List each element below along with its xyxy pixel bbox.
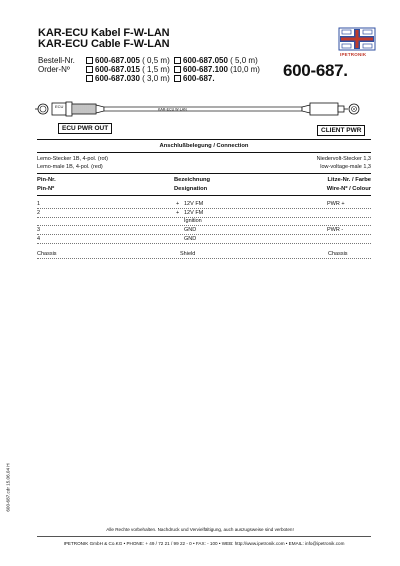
pin-cell: 4 [37, 236, 41, 242]
header-designation-german: Bezeichnung [174, 177, 211, 183]
divider [37, 139, 371, 140]
checkbox-icon [174, 66, 181, 73]
checkbox-icon [174, 75, 181, 82]
header-wire-english: Wire-Nº / Colour [326, 186, 371, 192]
connector-left-english: Lemo-male 1B, 4-pol. (red) [37, 164, 103, 170]
designation-cell: Shield [180, 251, 196, 257]
title-english: KAR-ECU Cable F-W-LAN [38, 38, 170, 50]
header-designation-english: Designation [174, 186, 208, 192]
order-item[interactable]: 600-687.005 ( 0,5 m) [84, 56, 170, 66]
divider [37, 152, 371, 153]
pin-cell: 2 [37, 210, 41, 216]
divider [37, 173, 371, 174]
logo-mark-icon [338, 27, 376, 51]
cable-drawing [30, 96, 366, 122]
left-plug-text: ECU [55, 104, 64, 109]
order-item[interactable]: 600-687.050 ( 5,0 m) [172, 56, 258, 66]
wire-cell: Chassis [328, 251, 348, 257]
part-number-big: 600-687. [283, 61, 348, 80]
checkbox-icon [86, 66, 93, 73]
connector-right-german: Niedervolt-Stecker 1,3 [316, 156, 371, 162]
header-pin-english: Pin-Nº [37, 186, 55, 192]
client-pwr-label: CLIENT PWR [317, 125, 365, 136]
connector-left-german: Lemo-Stecker 1B, 4-pol. (rot) [37, 156, 108, 162]
wire-cell: PWR - [327, 227, 344, 233]
connector-right-english: low-voltage-male 1,3 [320, 164, 371, 170]
order-item[interactable]: 600-687.015 ( 1,5 m) [84, 65, 170, 75]
header-wire-german: Litze-Nr. / Farbe [327, 177, 371, 183]
logo-text: IPETRONIK [340, 52, 367, 57]
order-item[interactable]: 600-687.100 (10,0 m) [172, 65, 260, 75]
designation-cell: GND [184, 236, 197, 242]
order-item[interactable]: 600-687.030 ( 3,0 m) [84, 74, 170, 84]
wire-cell: PWR + [327, 201, 345, 207]
designation-cell: Ignition [184, 218, 202, 224]
divider [37, 195, 371, 196]
footer-contact: IPETRONIK GmbH & Co.KG • PHONE: + 49 / 72 21 / 99 22 - 0 • FAX: - 100 • WEB: http://www.ipetronik.com • EMAIL: info@ipetronik.com [63, 541, 345, 546]
ipetronik-logo [338, 27, 376, 57]
order-label-english: Order-Nº [38, 65, 70, 74]
low-voltage-plug-icon [302, 103, 359, 115]
pin-cell: 3 [37, 227, 41, 233]
pin-cell: Chassis [37, 251, 57, 257]
title-german: KAR-ECU Kabel F-W-LAN [38, 27, 170, 39]
lemo-plug-icon [35, 102, 104, 116]
pin-cell: 1 [37, 201, 41, 207]
mark-cell: + [176, 201, 180, 207]
order-item[interactable]: 600-687. [172, 74, 215, 84]
header-pin-german: Pin-Nr. [37, 177, 56, 183]
divider [37, 536, 371, 537]
checkbox-icon [174, 57, 181, 64]
designation-cell: 12V FM [184, 210, 204, 216]
section-title: Anschlußbelegung / Connection [159, 143, 249, 149]
designation-cell: 12V FM [184, 201, 204, 207]
checkbox-icon [86, 57, 93, 64]
cable-label: KAR-ECU W-LAN [158, 107, 187, 112]
mark-cell: + [176, 210, 180, 216]
rights-notice: Alle Rechte vorbehalten. Nachdruck und Vervielfältigung, auch auszugsweise sind verboten! [106, 527, 294, 532]
ecu-pwr-out-label: ECU PWR OUT [58, 123, 112, 134]
side-file-reference: 600-687.cdr 15.06.04 H [5, 463, 11, 512]
designation-cell: GND [184, 227, 197, 233]
checkbox-icon [86, 75, 93, 82]
order-label-german: Bestell-Nr. [38, 56, 75, 65]
